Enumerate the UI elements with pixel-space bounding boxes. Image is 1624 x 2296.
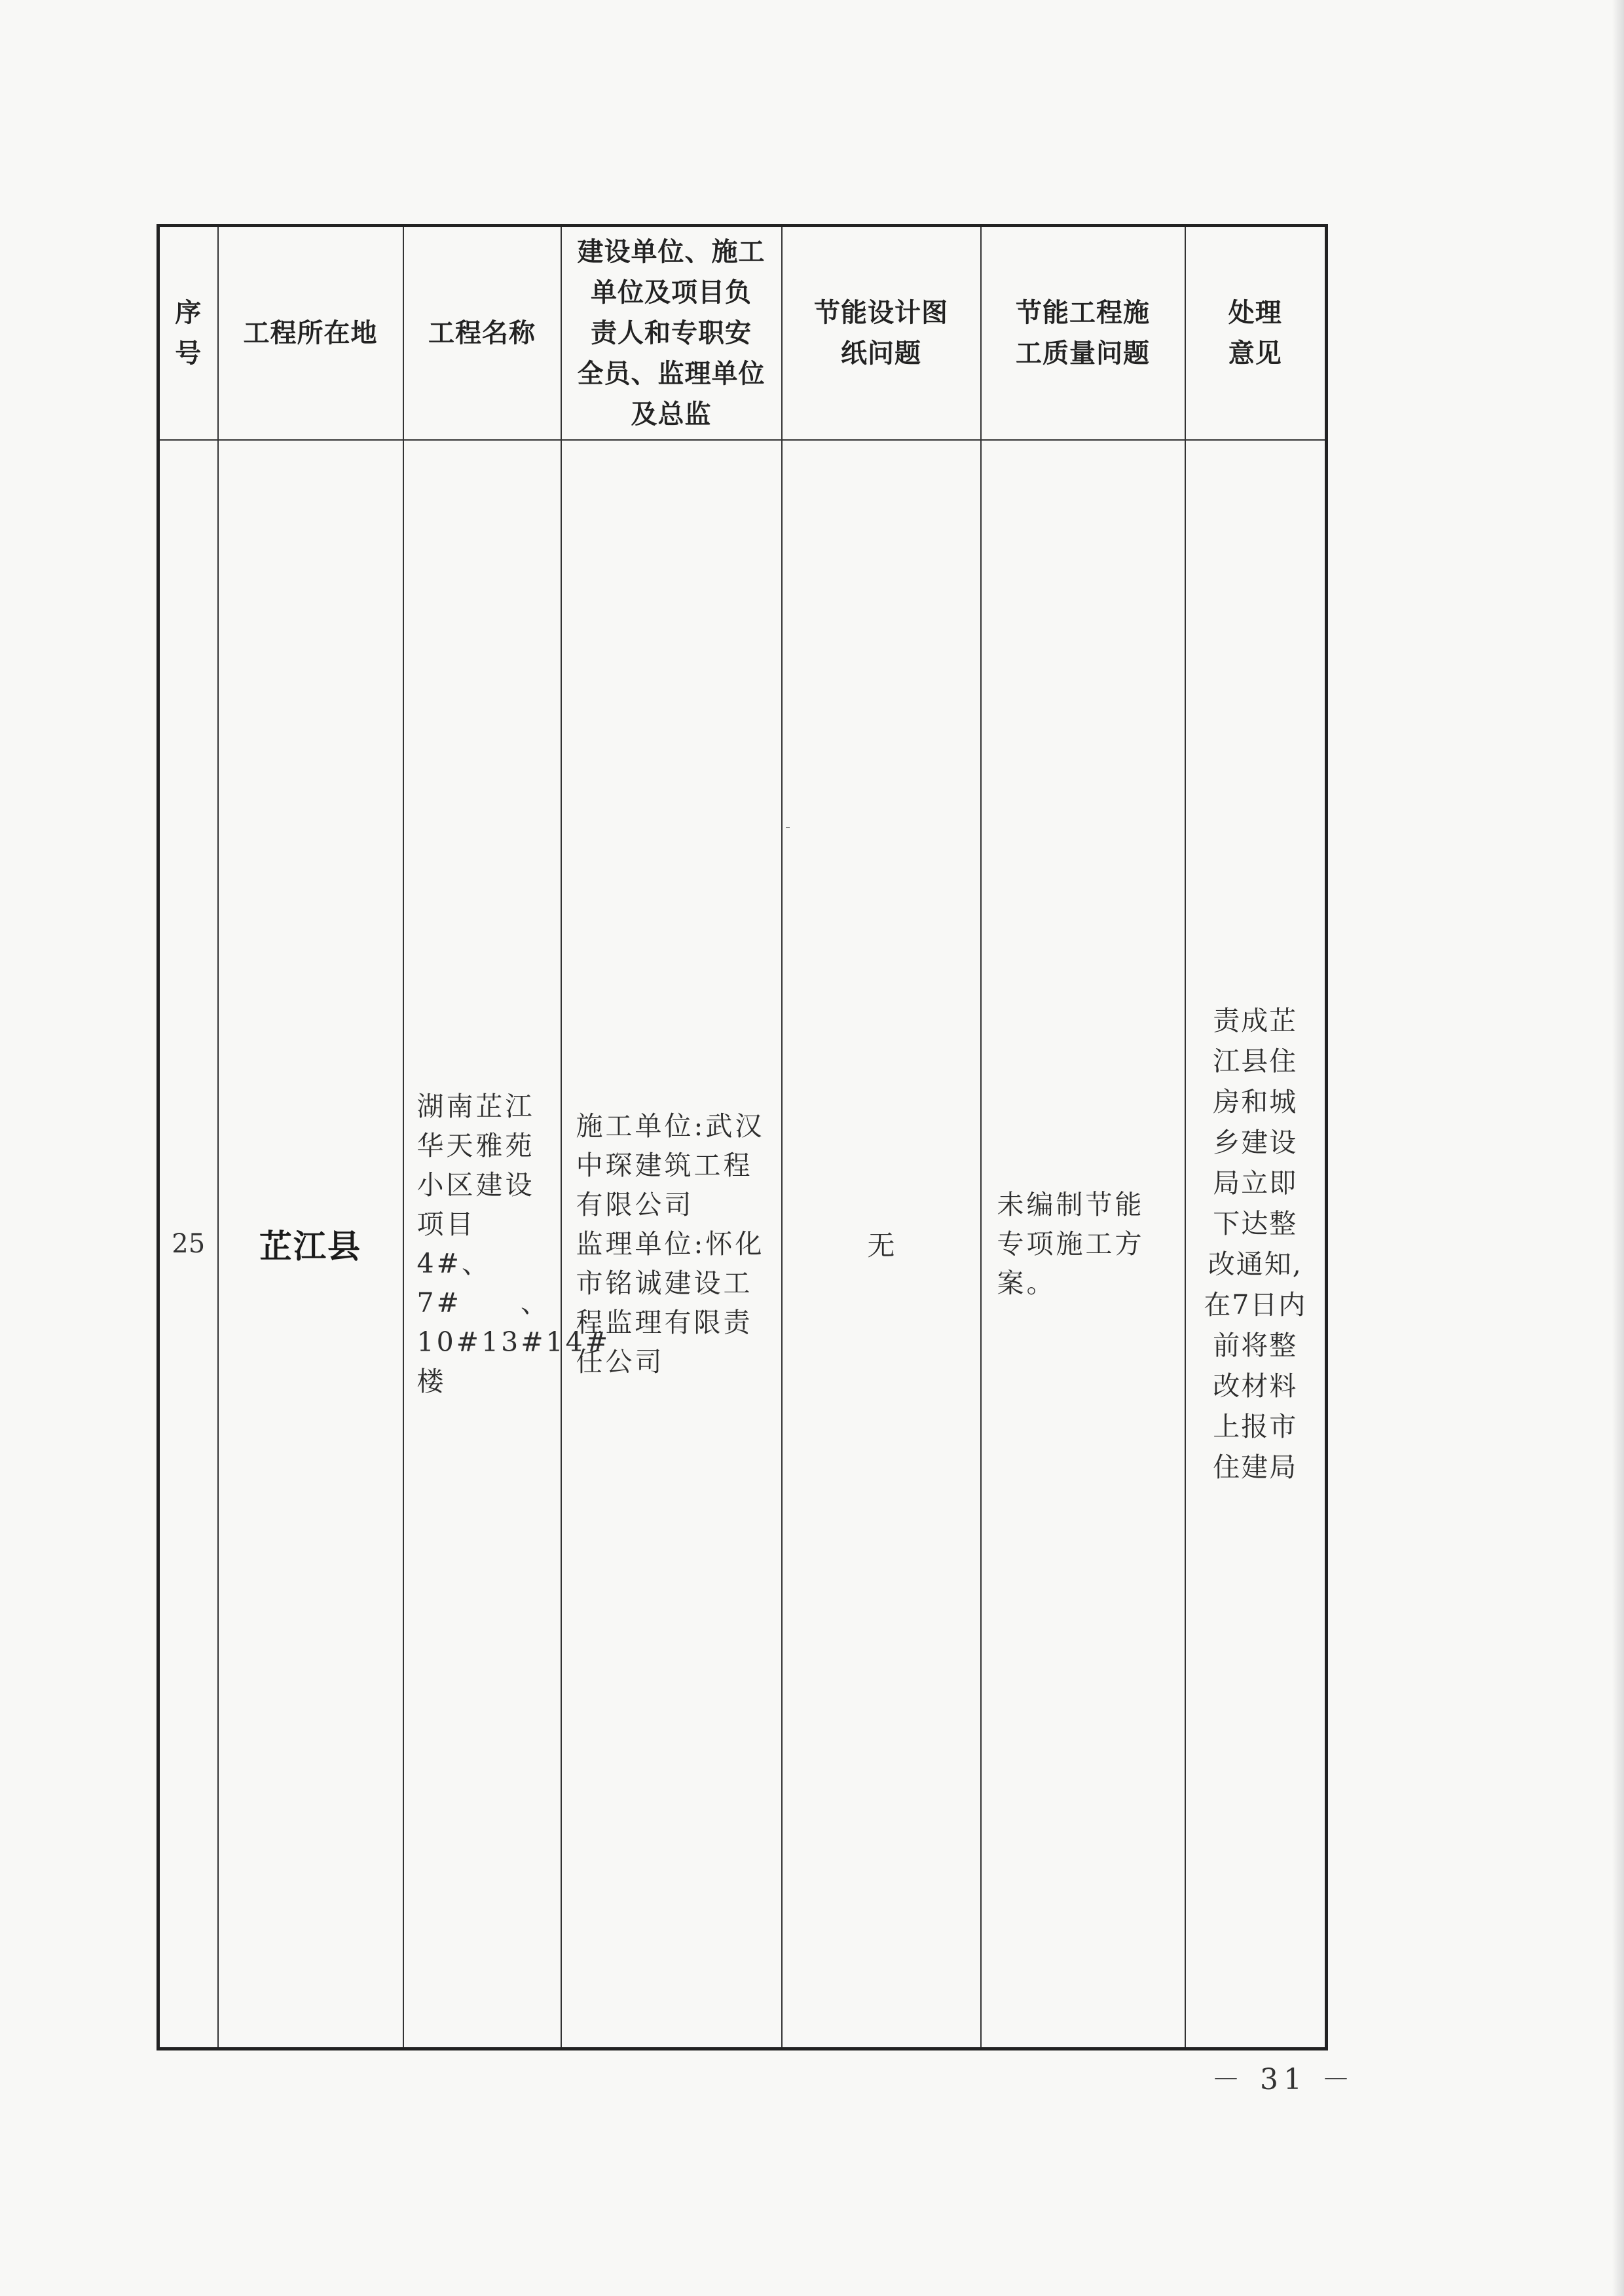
cell-design-issues: 无 bbox=[782, 440, 981, 2049]
scan-mark bbox=[786, 827, 790, 828]
header-quality-issues: 节能工程施 工质量问题 bbox=[981, 226, 1185, 441]
inspection-table bbox=[157, 224, 1328, 2050]
cell-quality-issues bbox=[981, 440, 1185, 2049]
header-location: 工程所在地 bbox=[218, 226, 403, 441]
header-units: 建设单位、施工 单位及项目负 责人和专职安 全员、监理单位 及总监 bbox=[561, 226, 782, 441]
project-name-text: 湖南芷江 华天雅苑 小区建设 项目4#、 7# 、 10#13#14# 楼 bbox=[416, 1091, 611, 1397]
page-number: － 31 － bbox=[1211, 2063, 1356, 2096]
header-seq: 序 号 bbox=[158, 226, 218, 441]
header-row bbox=[158, 226, 1327, 441]
table-row bbox=[158, 440, 1327, 2049]
cell-units bbox=[561, 440, 782, 2049]
header-opinion: 处理 意见 bbox=[1185, 226, 1327, 441]
units-text: 施工单位:武汉 中琛建筑工程 有限公司 监理单位:怀化 市铭诚建设工 程监理有限责 任公司 bbox=[576, 1110, 765, 1377]
header-design-issues: 节能设计图 纸问题 bbox=[782, 226, 981, 441]
cell-seq: 25 bbox=[158, 440, 218, 2049]
opinion-text: 责成芷 江县住 房和城 乡建设 局立即 下达整 改通知, 在7日内 前将整 改材料 上报市 住建局 bbox=[1204, 1005, 1307, 1483]
quality-issues-text: 未编制节能 专项施工方 案。 bbox=[997, 1189, 1145, 1299]
cell-project-name bbox=[403, 440, 611, 2049]
cell-opinion bbox=[1185, 440, 1327, 2049]
cell-location: 芷江县 bbox=[218, 440, 403, 2049]
page-edge-shadow bbox=[1612, 0, 1624, 2296]
header-project-name: 工程名称 bbox=[403, 226, 561, 441]
